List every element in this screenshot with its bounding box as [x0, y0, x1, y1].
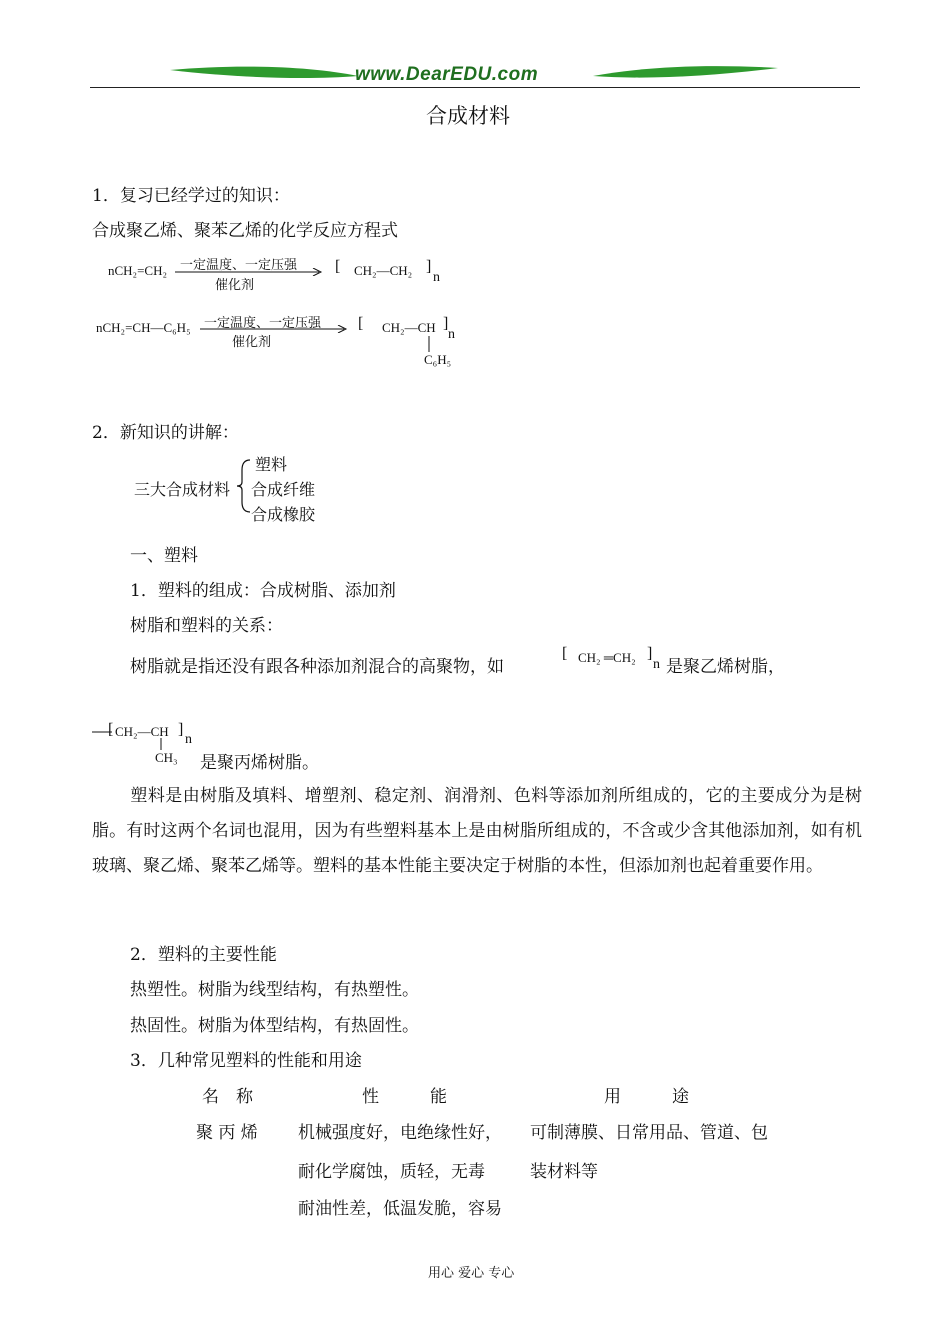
eq2-condition-top: 一定温度、一定压强: [204, 316, 322, 331]
eq1-reactant: nCH₂=CH₂: [108, 263, 168, 278]
relation-title: 树脂和塑料的关系：: [130, 616, 283, 636]
logo-swoosh-left-icon: [170, 67, 358, 78]
eq2-subscript: n: [448, 327, 455, 342]
eq1-product: CH₂—CH₂: [354, 263, 413, 278]
relation-formula-a: CH₂ ═CH₂: [578, 650, 636, 665]
plastic-paragraph: [92, 779, 862, 884]
page-title: 合成材料: [426, 104, 510, 128]
plastic-paragraph-text: 塑料是由树脂及填料、增塑剂、稳定剂、润滑剂、色料等添加剂所组成的，它的主要成分为是树脂。有时这两个名词也混用，因为有些塑料基本上是由树脂所组成的，不含或少含其他添加剂，如有机玻璃、聚乙烯、聚苯乙烯等。塑料的基本性能主要决定于树脂的本性，但添加剂也起着重要作用。: [92, 786, 862, 876]
tree-branch-rubber: 合成橡胶: [251, 505, 316, 524]
relation-text-a: 树脂就是指还没有跟各种添加剂混合的高聚物，如: [130, 657, 504, 677]
table-header-name: 名 称: [202, 1087, 253, 1107]
thermoset-text: 热固性。树脂为体型结构，有热固性。: [130, 1016, 419, 1036]
pp-subscript: n: [185, 732, 192, 747]
row-use-1: 可制薄膜、日常用品、管道、包: [530, 1123, 768, 1143]
eq1-bracket-left-icon: [: [335, 258, 341, 275]
row-property-2: 耐化学腐蚀，质轻，无毒: [298, 1162, 485, 1182]
tree-root: 三大合成材料: [134, 480, 231, 499]
eq2-bracket-right-icon: ]: [443, 315, 449, 332]
section1-heading: 1．复习已经学过的知识：: [92, 186, 290, 206]
logo-swoosh-right-icon: [593, 66, 778, 78]
pp-substituent: CH₃: [155, 750, 178, 765]
eq2-product: CH₂—CH: [382, 320, 436, 335]
table-header-uses: 用 途: [604, 1087, 689, 1107]
row-name: 聚 丙 烯: [196, 1123, 258, 1143]
item3-common-plastics: 3．几种常见塑料的性能和用途: [130, 1051, 362, 1071]
row-use-2: 装材料等: [530, 1162, 598, 1182]
page-footer: 用心 爱心 专心: [428, 1266, 515, 1281]
eq2-condition-bottom: 催化剂: [232, 335, 272, 350]
eq2-substituent: C₆H₅: [424, 352, 452, 367]
tree-branch-plastic: 塑料: [255, 455, 288, 474]
eq2-arrow-icon: [200, 325, 350, 333]
relation-formula-a-sub: n: [653, 657, 660, 672]
header-rule: [90, 87, 860, 88]
eq1-bracket-right-icon: ]: [426, 258, 432, 275]
eq2-bond-line-icon: [427, 336, 431, 352]
part1-title: 一、塑料: [130, 546, 198, 566]
eq2-bracket-left-icon: [: [358, 315, 364, 332]
table-header-properties: 性 能: [362, 1087, 447, 1107]
pp-text: 是聚丙烯树脂。: [200, 753, 319, 773]
thermoplastic-text: 热塑性。树脂为线型结构，有热塑性。: [130, 980, 419, 1000]
logo-text: www.DearEDU.com: [355, 64, 539, 85]
eq2-reactant: nCH₂=CH—C₆H₅: [96, 320, 191, 335]
item2-properties: 2．塑料的主要性能: [130, 945, 277, 965]
pp-bond-line-icon: [159, 738, 163, 750]
row-property-3: 耐油性差，低温发脆，容易: [298, 1199, 502, 1219]
eq1-condition-top: 一定温度、一定压强: [180, 258, 298, 273]
row-property-1: 机械强度好，电绝缘性好，: [298, 1123, 502, 1143]
relation-bracket-left-icon: [: [562, 645, 568, 662]
pp-bracket-right-icon: ]: [178, 721, 184, 738]
pp-bracket-left-icon: [: [108, 721, 114, 738]
section2-heading: 2．新知识的讲解：: [92, 423, 239, 443]
pp-formula-main: CH₂—CH: [115, 724, 169, 739]
eq1-condition-bottom: 催化剂: [215, 278, 255, 293]
relation-bracket-right-icon: ]: [647, 645, 653, 662]
eq1-subscript: n: [433, 270, 440, 285]
section1-subheading: 合成聚乙烯、聚苯乙烯的化学反应方程式: [92, 221, 398, 241]
tree-brace-icon: [236, 456, 252, 516]
item1-composition: 1．塑料的组成：合成树脂、添加剂: [130, 581, 396, 601]
tree-branch-fiber: 合成纤维: [251, 480, 316, 499]
relation-text-b: 是聚乙烯树脂，: [666, 657, 785, 677]
